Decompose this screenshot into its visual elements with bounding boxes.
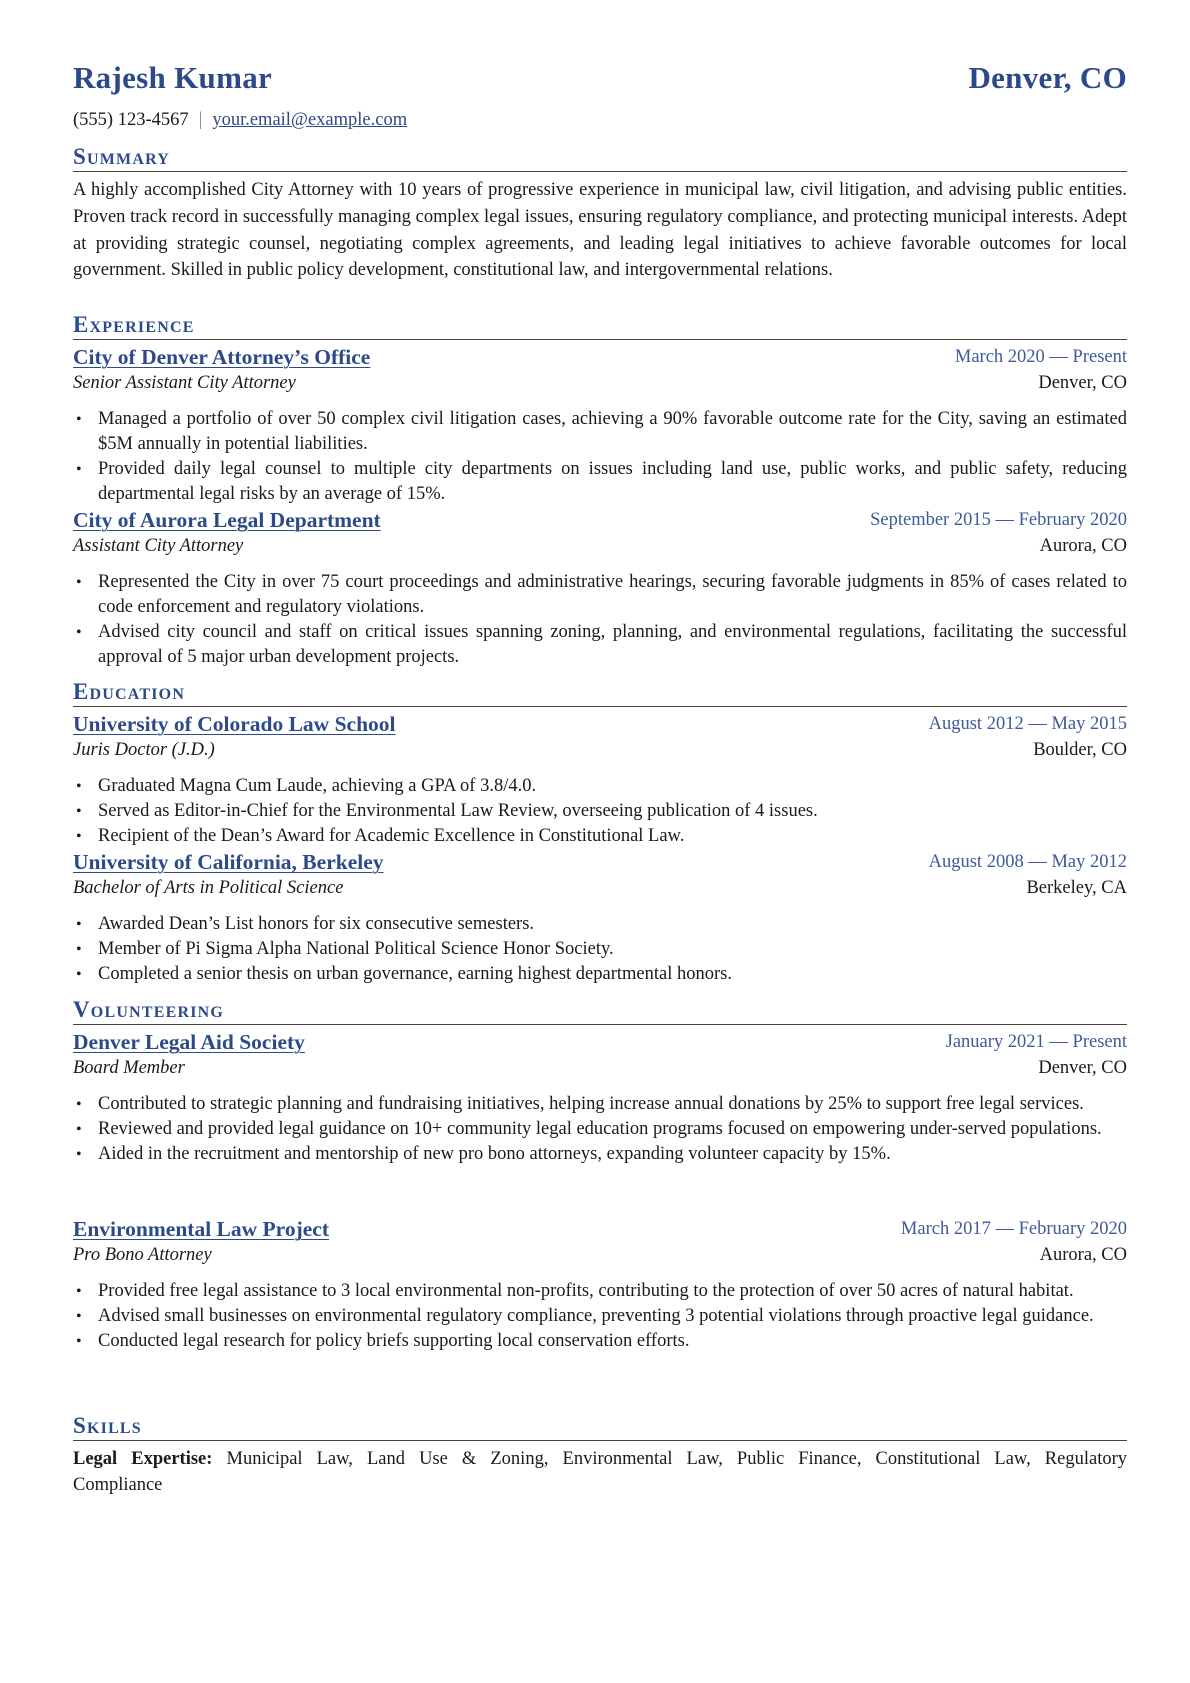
education-dates: August 2008 — May 2012 [928, 852, 1127, 872]
education-degree: Juris Doctor (J.D.) [73, 740, 215, 760]
volunteering-entry-subheader [73, 1245, 1127, 1271]
experience-entry-header [73, 508, 1127, 535]
volunteering-entry-subheader [73, 1058, 1127, 1084]
contact-separator: | [198, 110, 203, 130]
bullet-item: • Advised city council and staff on critical issues spanning zoning, planning, and environmental regulations, facilitating the successful approval of 5 major urban development projects. [73, 620, 1127, 670]
section-title-skills: Skills [73, 1412, 1127, 1441]
education-bullets [73, 774, 1127, 849]
volunteering-location: Aurora, CO [1039, 1245, 1127, 1265]
experience-entry-subheader [73, 373, 1127, 399]
bullet-item: • Completed a senior thesis on urban governance, earning highest departmental honors. [73, 962, 1127, 987]
candidate-location: Denver, CO [968, 60, 1127, 95]
education-degree: Bachelor of Arts in Political Science [73, 878, 344, 898]
resume-header [73, 60, 1127, 104]
volunteering-org-link[interactable]: Environmental Law Project [73, 1217, 329, 1241]
volunteering-dates: March 2017 — February 2020 [900, 1219, 1127, 1239]
bullet-item: • Provided daily legal counsel to multiple city departments on issues including land use, public works, and public safety, reducing departmental legal risks by an average of 15%. [73, 457, 1127, 507]
education-location: Berkeley, CA [1026, 878, 1127, 898]
candidate-name: Rajesh Kumar [73, 60, 273, 95]
education-entry-header [73, 850, 1127, 877]
experience-org-link[interactable]: City of Aurora Legal Department [73, 508, 381, 532]
section-title-education: Education [73, 678, 1127, 707]
section-title-summary: Summary [73, 143, 1127, 172]
bullet-item: • Advised small businesses on environmental regulatory compliance, preventing 3 potential violations through proactive legal guidance. [73, 1304, 1127, 1329]
bullet-item: • Aided in the recruitment and mentorship of new pro bono attorneys, expanding volunteer capacity by 15%. [73, 1142, 1127, 1167]
volunteering-entry-header [73, 1030, 1127, 1057]
bullet-item: • Graduated Magna Cum Laude, achieving a GPA of 3.8/4.0. [73, 774, 1127, 799]
summary-text: A highly accomplished City Attorney with 10 years of progressive experience in municipal law, civil litigation, and advising public entities. Proven track record in successfully managing complex legal issues, ensuring regulatory compliance, and protecting municipal interests. Adept at providing strategic counsel, negotiating complex agreements, and leading legal initiatives to achieve favorable outcomes for local government. Skilled in public policy development, constitutional law, and intergovernmental relations. [73, 180, 1127, 281]
volunteering-role: Board Member [73, 1058, 185, 1078]
volunteering-location: Denver, CO [1038, 1058, 1127, 1078]
volunteering-role: Pro Bono Attorney [73, 1245, 212, 1265]
volunteering-org-link[interactable]: Denver Legal Aid Society [73, 1030, 305, 1054]
experience-location: Aurora, CO [1039, 536, 1127, 556]
experience-role: Assistant City Attorney [73, 536, 244, 556]
bullet-item: • Provided free legal assistance to 3 local environmental non-profits, contributing to the protection of over 50 acres of natural habitat. [73, 1279, 1127, 1304]
bullet-item: • Served as Editor-in-Chief for the Environmental Law Review, overseeing publication of 4 issues. [73, 799, 1127, 824]
experience-entry-header [73, 345, 1127, 372]
phone-number: (555) 123-4567 [73, 110, 189, 130]
bullet-item: • Contributed to strategic planning and fundraising initiatives, helping increase annual donations by 25% to support free legal services. [73, 1092, 1127, 1117]
education-entry-subheader [73, 740, 1127, 766]
education-entry-subheader [73, 878, 1127, 904]
education-bullets [73, 912, 1127, 987]
experience-dates: September 2015 — February 2020 [870, 510, 1127, 530]
education-location: Boulder, CO [1033, 740, 1127, 760]
bullet-item: • Reviewed and provided legal guidance on 10+ community legal education programs focused on empowering under-served populations. [73, 1117, 1127, 1142]
section-title-experience: Experience [73, 311, 1127, 340]
volunteering-dates: January 2021 — Present [945, 1032, 1127, 1052]
bullet-item: • Conducted legal research for policy briefs supporting local conservation efforts. [73, 1329, 1127, 1354]
experience-dates: March 2020 — Present [954, 347, 1127, 367]
skills-category-label: Legal Expertise: [73, 1449, 213, 1469]
education-school-link[interactable]: University of California, Berkeley [73, 850, 384, 874]
bullet-item: • Managed a portfolio of over 50 complex civil litigation cases, achieving a 90% favorable outcome rate for the City, saving an estimated $5M annually in potential liabilities. [73, 407, 1127, 457]
contact-line [73, 110, 407, 131]
experience-org-link[interactable]: City of Denver Attorney’s Office [73, 345, 371, 369]
email-link[interactable]: your.email@example.com [212, 110, 408, 130]
bullet-item: • Represented the City in over 75 court proceedings and administrative hearings, securing favorable judgments in 85% of cases related to code enforcement and regulatory violations. [73, 570, 1127, 620]
volunteering-bullets [73, 1092, 1127, 1167]
education-entry-header [73, 712, 1127, 739]
section-title-volunteering: Volunteering [73, 996, 1127, 1025]
skills-category-values: Municipal Law, Land Use & Zoning, Environmental Law, Public Finance, Constitutional Law, Regulatory Compliance [73, 1449, 1127, 1495]
experience-entry-subheader [73, 536, 1127, 562]
bullet-item: • Member of Pi Sigma Alpha National Political Science Honor Society. [73, 937, 1127, 962]
volunteering-bullets [73, 1279, 1127, 1354]
volunteering-entry-header [73, 1217, 1127, 1244]
experience-bullets [73, 570, 1127, 670]
bullet-item: • Awarded Dean’s List honors for six consecutive semesters. [73, 912, 1127, 937]
education-dates: August 2012 — May 2015 [928, 714, 1127, 734]
experience-role: Senior Assistant City Attorney [73, 373, 296, 393]
bullet-item: • Recipient of the Dean’s Award for Academic Excellence in Constitutional Law. [73, 824, 1127, 849]
education-school-link[interactable]: University of Colorado Law School [73, 712, 396, 736]
skills-line [73, 1446, 1127, 1498]
experience-location: Denver, CO [1038, 373, 1127, 393]
experience-bullets [73, 407, 1127, 507]
